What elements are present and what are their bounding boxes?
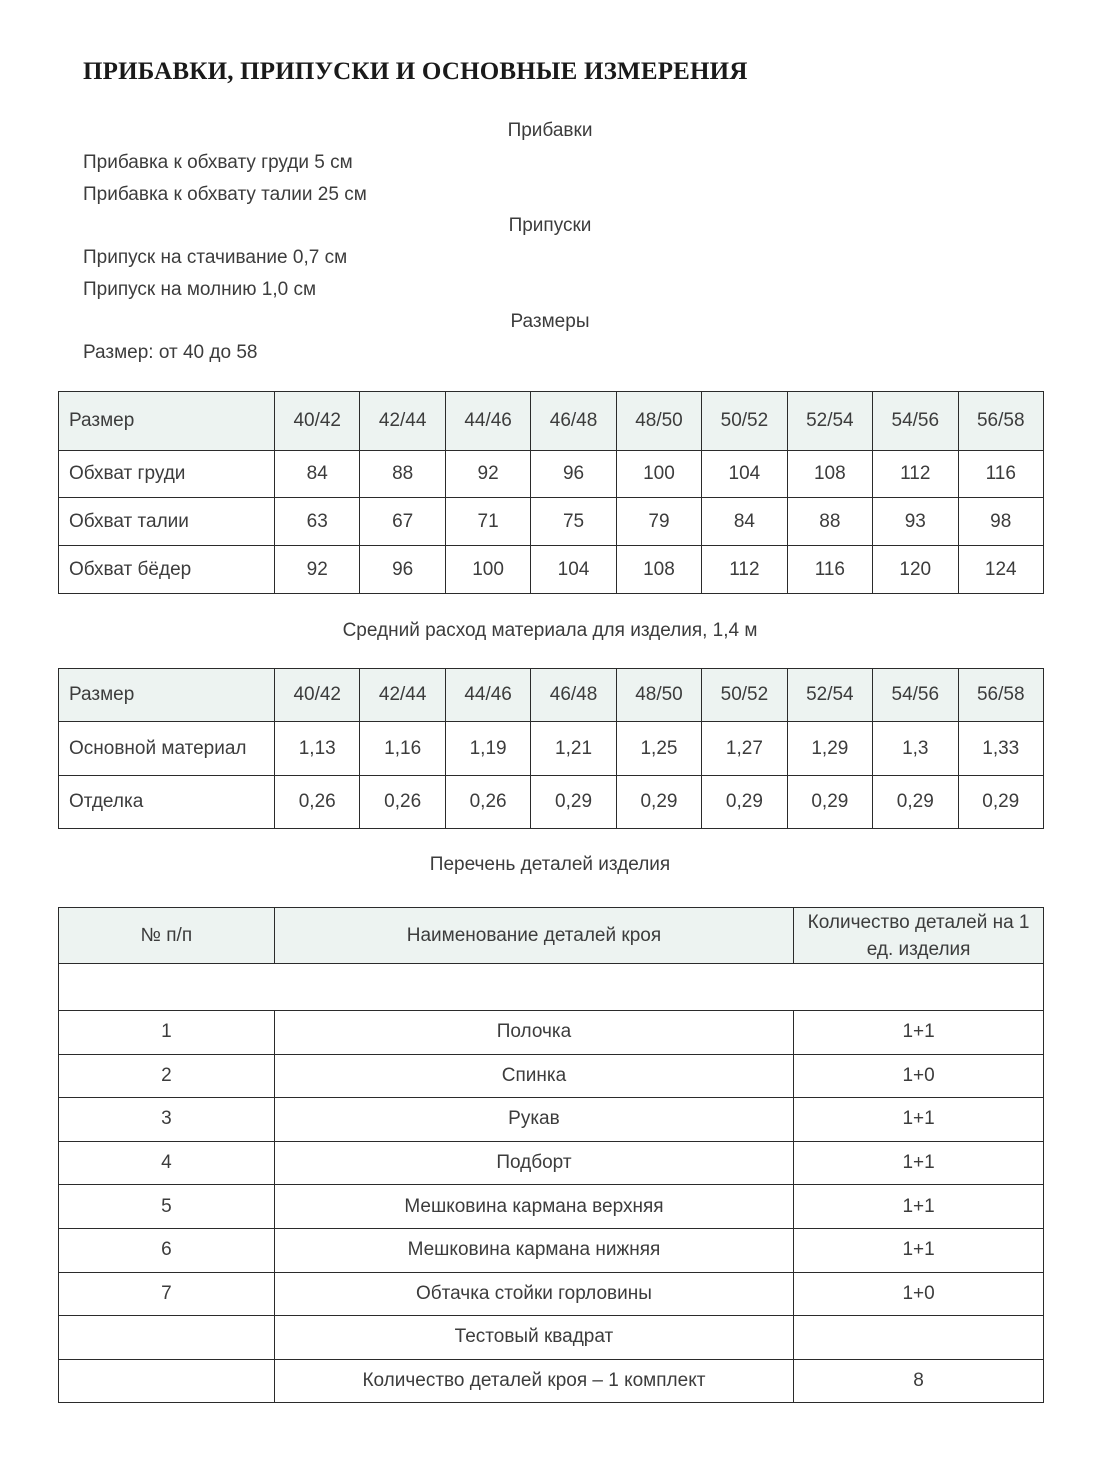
details-name-cell: Подборт [274, 1141, 793, 1185]
details-number-cell [59, 1359, 275, 1403]
measurements-cell: 112 [702, 546, 787, 594]
measurements-row [59, 498, 1044, 546]
material-cell: 0,26 [360, 776, 445, 829]
measurements-table [58, 391, 1044, 594]
material-caption: Средний расход материала для изделия, 1,4 м [342, 620, 758, 641]
material-cell: 1,29 [787, 722, 872, 776]
details-number-cell: 7 [59, 1272, 275, 1316]
material-size-header: 42/44 [360, 669, 445, 722]
measurements-cell: 100 [616, 451, 701, 498]
material-row-label: Отделка [59, 776, 275, 829]
measurements-cell: 98 [958, 498, 1044, 546]
material-cell: 0,29 [531, 776, 616, 829]
pribavki-heading: Прибавки [507, 120, 593, 141]
measurements-size-header: 40/42 [275, 392, 360, 451]
details-header-number: № п/п [59, 908, 275, 964]
details-header-row [59, 908, 1044, 964]
details-count-cell: 1+1 [794, 1098, 1044, 1142]
details-name-cell: Мешковина кармана нижняя [274, 1228, 793, 1272]
measurements-cell: 88 [360, 451, 445, 498]
details-number-cell: 1 [59, 1011, 275, 1055]
details-count-cell: 1+1 [794, 1141, 1044, 1185]
measurements-cell: 96 [360, 546, 445, 594]
measurements-cell: 67 [360, 498, 445, 546]
details-empty-cell [59, 964, 1044, 1011]
measurements-cell: 84 [275, 451, 360, 498]
material-row-label: Основной материал [59, 722, 275, 776]
measurements-cell: 104 [531, 546, 616, 594]
measurements-cell: 104 [702, 451, 787, 498]
razmery-heading: Размеры [510, 311, 590, 332]
material-header-label: Размер [59, 669, 275, 722]
page-title: ПРИБАВКИ, ПРИПУСКИ И ОСНОВНЫЕ ИЗМЕРЕНИЯ [83, 58, 748, 85]
measurements-row [59, 546, 1044, 594]
details-name-cell: Тестовый квадрат [274, 1316, 793, 1360]
measurements-size-header: 42/44 [360, 392, 445, 451]
measurements-cell: 112 [873, 451, 958, 498]
measurements-cell: 71 [445, 498, 530, 546]
measurements-header-row [59, 392, 1044, 451]
details-row [59, 1054, 1044, 1098]
measurements-cell: 93 [873, 498, 958, 546]
material-cell: 0,29 [616, 776, 701, 829]
measurements-size-header: 46/48 [531, 392, 616, 451]
details-row [59, 1316, 1044, 1360]
details-caption: Перечень деталей изделия [429, 854, 671, 875]
measurements-cell: 116 [787, 546, 872, 594]
details-name-cell: Полочка [274, 1011, 793, 1055]
pripusk-zipper-line: Припуск на молнию 1,0 см [83, 279, 317, 300]
material-cell: 0,29 [787, 776, 872, 829]
measurements-cell: 120 [873, 546, 958, 594]
measurements-size-header: 50/52 [702, 392, 787, 451]
details-number-cell [59, 1316, 275, 1360]
material-cell: 0,26 [445, 776, 530, 829]
details-number-cell: 6 [59, 1228, 275, 1272]
material-cell: 0,29 [873, 776, 958, 829]
material-cell: 1,33 [958, 722, 1044, 776]
details-count-cell [794, 1316, 1044, 1360]
material-size-header: 40/42 [275, 669, 360, 722]
details-row [59, 1011, 1044, 1055]
measurements-size-header: 56/58 [958, 392, 1044, 451]
details-name-cell: Рукав [274, 1098, 793, 1142]
material-size-header: 50/52 [702, 669, 787, 722]
material-size-header: 48/50 [616, 669, 701, 722]
measurements-cell: 116 [958, 451, 1044, 498]
pribavka-waist-line: Прибавка к обхвату талии 25 см [83, 184, 367, 205]
details-row [59, 1272, 1044, 1316]
measurements-row [59, 451, 1044, 498]
measurements-size-header: 54/56 [873, 392, 958, 451]
details-count-cell: 1+1 [794, 1185, 1044, 1229]
material-cell: 0,29 [958, 776, 1044, 829]
measurements-cell: 75 [531, 498, 616, 546]
material-size-header: 54/56 [873, 669, 958, 722]
material-cell: 1,19 [445, 722, 530, 776]
details-row [59, 1141, 1044, 1185]
material-size-header: 52/54 [787, 669, 872, 722]
details-count-cell: 1+1 [794, 1011, 1044, 1055]
material-cell: 0,26 [275, 776, 360, 829]
measurements-cell: 84 [702, 498, 787, 546]
details-name-cell: Количество деталей кроя – 1 комплект [274, 1359, 793, 1403]
details-row [59, 1098, 1044, 1142]
details-row [59, 1185, 1044, 1229]
measurements-cell: 88 [787, 498, 872, 546]
measurements-cell: 96 [531, 451, 616, 498]
measurements-row-label: Обхват бёдер [59, 546, 275, 594]
measurements-cell: 124 [958, 546, 1044, 594]
measurements-cell: 92 [445, 451, 530, 498]
material-cell: 1,13 [275, 722, 360, 776]
details-name-cell: Обтачка стойки горловины [274, 1272, 793, 1316]
measurements-cell: 92 [275, 546, 360, 594]
details-header-name: Наименование деталей кроя [274, 908, 793, 964]
details-count-cell: 1+0 [794, 1054, 1044, 1098]
material-size-header: 56/58 [958, 669, 1044, 722]
material-row [59, 722, 1044, 776]
material-cell: 1,21 [531, 722, 616, 776]
material-cell: 1,16 [360, 722, 445, 776]
pripuski-heading: Припуски [508, 215, 592, 236]
measurements-row-label: Обхват груди [59, 451, 275, 498]
measurements-cell: 79 [616, 498, 701, 546]
details-count-cell: 1+1 [794, 1228, 1044, 1272]
details-number-cell: 5 [59, 1185, 275, 1229]
material-size-header: 44/46 [445, 669, 530, 722]
measurements-size-header: 52/54 [787, 392, 872, 451]
details-name-cell: Мешковина кармана верхняя [274, 1185, 793, 1229]
measurements-cell: 108 [787, 451, 872, 498]
material-header-row [59, 669, 1044, 722]
material-row [59, 776, 1044, 829]
measurements-header-label: Размер [59, 392, 275, 451]
pribavka-chest-line: Прибавка к обхвату груди 5 см [83, 152, 353, 173]
measurements-size-header: 48/50 [616, 392, 701, 451]
details-empty-row [59, 964, 1044, 1011]
details-name-cell: Спинка [274, 1054, 793, 1098]
details-row [59, 1228, 1044, 1272]
pripusk-seam-line: Припуск на стачивание 0,7 см [83, 247, 348, 268]
details-row [59, 1359, 1044, 1403]
size-range-line: Размер: от 40 до 58 [83, 342, 258, 363]
material-size-header: 46/48 [531, 669, 616, 722]
material-cell: 1,27 [702, 722, 787, 776]
details-table [58, 907, 1044, 1403]
details-number-cell: 2 [59, 1054, 275, 1098]
details-number-cell: 3 [59, 1098, 275, 1142]
details-count-cell: 8 [794, 1359, 1044, 1403]
measurements-row-label: Обхват талии [59, 498, 275, 546]
material-cell: 0,29 [702, 776, 787, 829]
measurements-cell: 100 [445, 546, 530, 594]
details-header-count: Количество деталей на 1 ед. изделия [794, 908, 1044, 964]
details-number-cell: 4 [59, 1141, 275, 1185]
measurements-cell: 63 [275, 498, 360, 546]
details-count-cell: 1+0 [794, 1272, 1044, 1316]
material-cell: 1,3 [873, 722, 958, 776]
material-cell: 1,25 [616, 722, 701, 776]
material-table [58, 668, 1044, 829]
measurements-size-header: 44/46 [445, 392, 530, 451]
measurements-cell: 108 [616, 546, 701, 594]
